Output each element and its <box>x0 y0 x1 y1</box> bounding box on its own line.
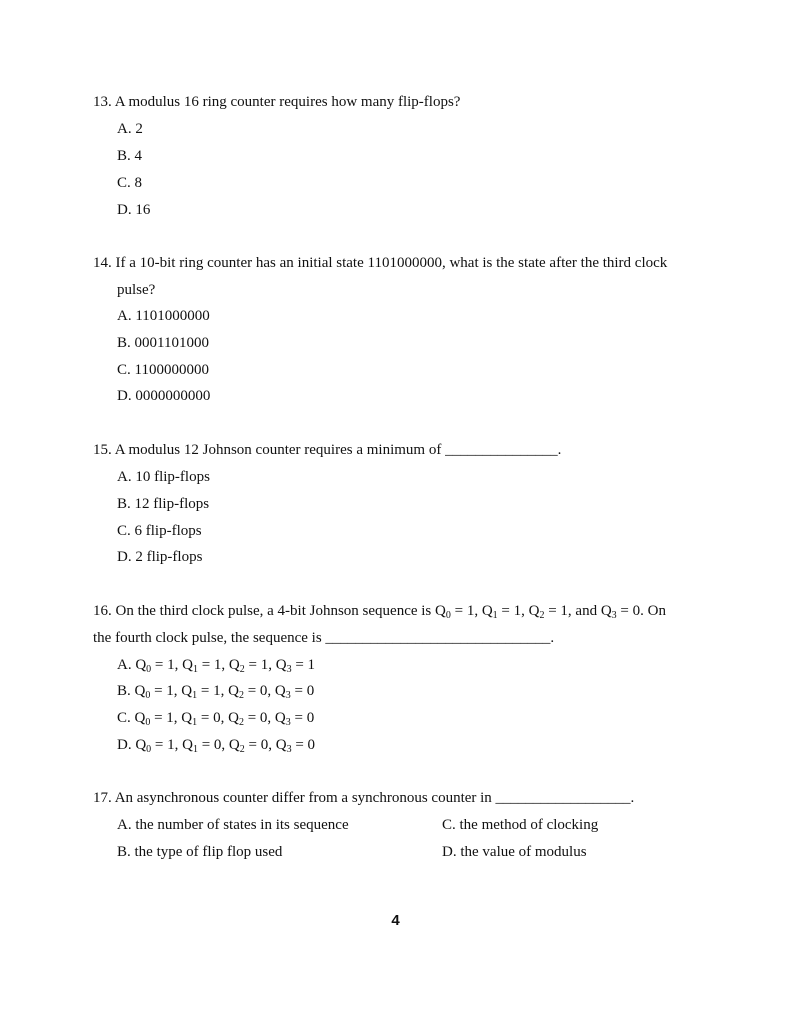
option-c: C. 8 <box>117 175 143 191</box>
question-text: A modulus 16 ring counter requires how many flip-flops? <box>114 94 461 110</box>
option-c: C. $Q_0 = 1$, $Q_1 = 0$, $Q_2 = 0$, $Q_3 = 0$ <box>117 710 315 728</box>
question-number: 17. <box>93 790 112 806</box>
option-b: B. 12 flip-flops <box>117 496 210 512</box>
option-a: A. the number of states in its sequence <box>117 817 349 833</box>
question-text: If a 10-bit ring counter has an initial state 1101000000, what is the state after the third clock <box>115 255 668 271</box>
question-text-continued: the fourth clock pulse, the sequence is ______________________________. <box>93 630 555 646</box>
page-number: 4 <box>391 912 400 929</box>
option-d: D. the value of modulus <box>442 844 587 860</box>
question-number: 15. <box>93 442 112 458</box>
question-15 <box>93 441 561 459</box>
option-c: C. 6 flip-flops <box>117 523 202 539</box>
option-b: B. $Q_0 = 1$, $Q_1 = 1$, $Q_2 = 0$, $Q_3 = 0$ <box>117 683 315 701</box>
option-b: B. the type of flip flop used <box>117 844 283 860</box>
question-number: 14. <box>93 255 112 271</box>
option-d: D. 16 <box>117 202 151 218</box>
option-b: B. 0001101000 <box>117 335 209 351</box>
question-text-continued: pulse? <box>117 282 156 298</box>
question-number: 13. <box>93 94 112 110</box>
option-a: A. 2 <box>117 121 143 137</box>
question-text: A modulus 12 Johnson counter requires a minimum of _______________. <box>114 442 562 458</box>
option-a: A. 1101000000 <box>117 308 210 324</box>
option-d: D. 2 flip-flops <box>117 549 203 565</box>
question-text: On the third clock pulse, a 4-bit Johnson sequence is $Q_0 = 1$, $Q_1 = 1$, $Q_2 = 1$, and $Q_3 = 0$. On <box>115 603 666 621</box>
option-b: B. 4 <box>117 148 143 164</box>
option-a: A. $Q_0 = 1$, $Q_1 = 1$, $Q_2 = 1$, $Q_3 = 1$ <box>117 657 316 675</box>
option-c: C. the method of clocking <box>442 817 599 833</box>
question-14 <box>93 254 667 272</box>
option-d: D. $Q_0 = 1$, $Q_1 = 0$, $Q_2 = 0$, $Q_3 = 0$ <box>117 737 316 755</box>
option-d: D. 0000000000 <box>117 388 211 404</box>
option-a: A. 10 flip-flops <box>117 469 210 485</box>
option-c: C. 1100000000 <box>117 362 209 378</box>
question-text: An asynchronous counter differ from a synchronous counter in __________________. <box>114 790 635 806</box>
question-13 <box>93 93 460 111</box>
question-16 <box>93 602 666 620</box>
question-17 <box>93 789 634 807</box>
question-number: 16. <box>93 603 112 619</box>
